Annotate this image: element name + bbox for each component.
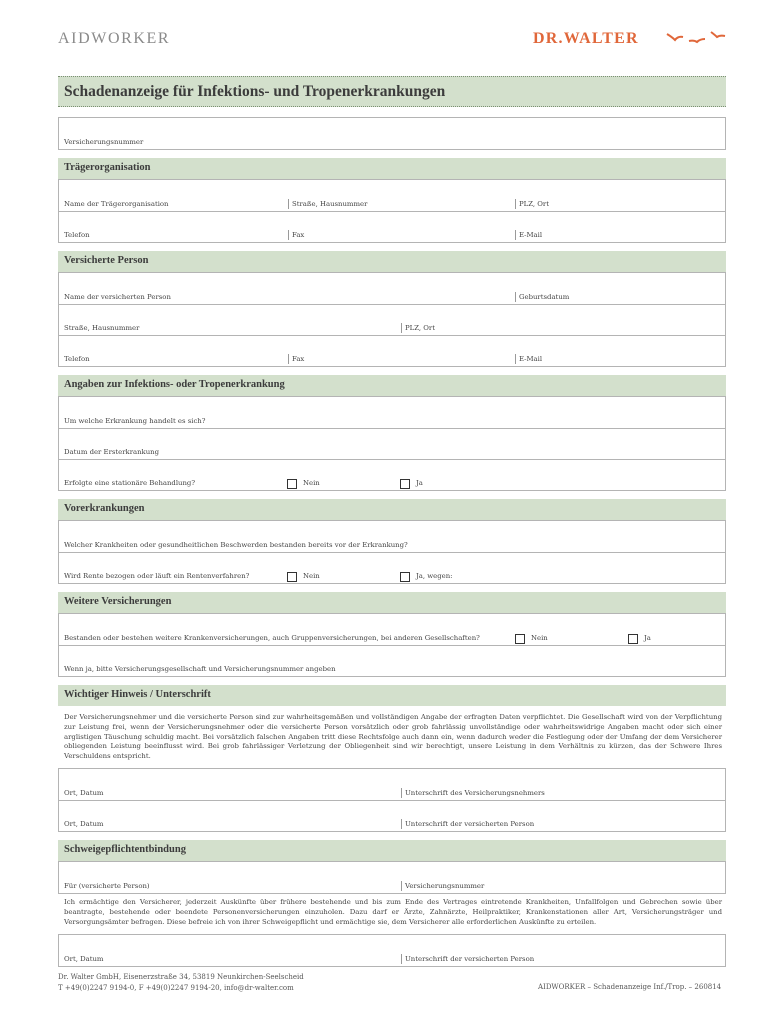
pension-yes-label: Ja, wegen: — [416, 572, 453, 580]
other-insurance-box — [58, 613, 726, 677]
person-birth-label: Geburtsdatum — [515, 292, 569, 302]
section-title: Wichtiger Hinweis / Unterschrift — [64, 689, 211, 700]
traeger-street-label: Straße, Hausnummer — [288, 199, 367, 209]
person-email-label: E-Mail — [515, 354, 542, 364]
section-header-confidentiality — [58, 840, 726, 861]
section-header-other-insurance — [58, 592, 726, 613]
other-insurance-no-checkbox[interactable] — [515, 634, 525, 644]
signature-box — [58, 768, 726, 832]
confidentiality-signature-row[interactable] — [59, 935, 725, 966]
other-insurance-no-label: Nein — [531, 634, 548, 642]
person-phone-label: Telefon — [64, 355, 90, 363]
signature-person-label: Unterschrift der versicherten Person — [401, 819, 534, 829]
footer-contact: T +49(0)2247 9194-0, F +49(0)2247 9194-20, info@dr-walter.com — [58, 984, 294, 992]
section-header-disease — [58, 375, 726, 396]
section-title: Vorerkrankungen — [64, 503, 145, 514]
signature-person-row[interactable] — [59, 800, 725, 831]
pension-yes-checkbox[interactable] — [400, 572, 410, 582]
section-header-person — [58, 251, 726, 272]
disease-inpatient-row — [59, 459, 725, 490]
prior-box — [58, 520, 726, 584]
traeger-row-1[interactable] — [59, 180, 725, 211]
person-row-2[interactable] — [59, 304, 725, 335]
dr-walter-logo: DR.WALTER — [533, 30, 639, 47]
footer-company: Dr. Walter GmbH, Eisenerzstraße 34, 53819 Neunkirchen-Seelscheid — [58, 973, 304, 981]
place-date-label: Ort, Datum — [64, 955, 104, 963]
pension-no-label: Nein — [303, 572, 320, 580]
confidentiality-signature-label: Unterschrift der versicherten Person — [401, 954, 534, 964]
traeger-row-2[interactable] — [59, 211, 725, 242]
disease-box — [58, 396, 726, 491]
birds-logo-icon — [665, 28, 727, 46]
form-title: Schadenanzeige für Infektions- und Tropenerkrankungen — [64, 83, 446, 100]
traeger-fax-label: Fax — [288, 230, 304, 240]
inpatient-no-checkbox[interactable] — [287, 479, 297, 489]
policy-number-label: Versicherungsnummer — [64, 138, 144, 146]
confidentiality-signature-box — [58, 934, 726, 967]
disease-which-label: Um welche Erkrankung handelt es sich? — [64, 417, 206, 425]
footer-address — [58, 972, 304, 994]
section-title: Trägerorganisation — [64, 162, 151, 173]
pension-question: Wird Rente bezogen oder läuft ein Rentenverfahren? — [64, 572, 250, 580]
form-title-band — [58, 76, 726, 107]
confidentiality-policy-label: Versicherungsnummer — [401, 881, 484, 891]
other-insurance-details-label: Wenn ja, bitte Versicherungsgesellschaft und Versicherungsnummer angeben — [64, 665, 336, 673]
policy-number-box — [58, 117, 726, 150]
signature-holder-label: Unterschrift des Versicherungsnehmers — [401, 788, 545, 798]
notice-text: Der Versicherungsnehmer und die versicherte Person sind zur wahrheitsgemäßen und vollständigen Angabe der erfragten Daten verpflichtet. Die Gesellschaft wird von der Verpflichtung zur Leistung frei, wenn der Versicherungsnehmer oder die versicherte Person vorsätzlich oder grob fahrlässig unvollständige oder wahrheitswidrige Angaben macht oder sich einer arglistigen Täuschung schuldig macht. Bei vorsätzlich falschen Angaben tritt diese Rechtsfolge auch dann ein, wenn dadurch weder die Festlegung oder der Umfang der dem Versicherer obliegenden Leistung beeinflusst wird. Bei grob fahrlässiger Verletzung der Obliegenheit sind wir berechtigt, unsere Leistung in dem Verhältnis zu kürzen, das der Schwere Ihres Verschuldens entspricht. — [64, 713, 722, 761]
person-street-label: Straße, Hausnummer — [64, 324, 140, 332]
person-box — [58, 272, 726, 367]
confidentiality-person-row[interactable] — [59, 862, 725, 893]
inpatient-question: Erfolgte eine stationäre Behandlung? — [64, 479, 196, 487]
traeger-name-label: Name der Trägerorganisation — [64, 200, 169, 208]
section-title: Angaben zur Infektions- oder Tropenerkrankung — [64, 379, 285, 390]
for-person-label: Für (versicherte Person) — [64, 882, 150, 890]
inpatient-yes-label: Ja — [416, 479, 423, 487]
section-title: Weitere Versicherungen — [64, 596, 172, 607]
prior-question-field[interactable] — [59, 521, 725, 552]
person-city-label: PLZ, Ort — [401, 323, 435, 333]
other-insurance-details-field[interactable] — [59, 645, 725, 676]
section-title: Schweigepflichtentbindung — [64, 844, 186, 855]
signature-holder-row[interactable] — [59, 769, 725, 800]
traeger-email-label: E-Mail — [515, 230, 542, 240]
disease-date-label: Datum der Ersterkrankung — [64, 448, 160, 456]
person-fax-label: Fax — [288, 354, 304, 364]
disease-date-field[interactable] — [59, 428, 725, 459]
person-name-label: Name der versicherten Person — [64, 293, 171, 301]
other-insurance-yes-checkbox[interactable] — [628, 634, 638, 644]
section-header-prior — [58, 499, 726, 520]
prior-question-label: Welcher Krankheiten oder gesundheitlichen Beschwerden bestanden bereits vor der Erkrankung? — [64, 541, 408, 549]
traeger-city-label: PLZ, Ort — [515, 199, 549, 209]
other-insurance-question-row — [59, 614, 725, 645]
person-row-1[interactable] — [59, 273, 725, 304]
section-header-traeger — [58, 158, 726, 179]
disease-which-field[interactable] — [59, 397, 725, 428]
policy-number-field[interactable] — [59, 118, 725, 149]
section-title: Versicherte Person — [64, 255, 149, 266]
other-insurance-question: Bestanden oder bestehen weitere Krankenversicherungen, auch Gruppenversicherungen, bei anderen Gesellschaften? — [64, 634, 480, 642]
confidentiality-text: Ich ermächtige den Versicherer, jederzeit Auskünfte über frühere bestehende und bis zum Ende des Vertrages eintretende Krankheiten, Unfallfolgen und Gebrechen sowie über beantragte, bestehende oder beendete Personenversicherungen einzuholen. Dazu darf er Ärzte, Zahnärzte, Heilpraktiker, Krankenstationen aller Art, Versicherungsträger und Versorgungsämter befragen. Diese befreie ich von ihrer Schweigepflicht und ermächtige sie, dem Versicherer alle erforderlichen Auskünfte zu erteilen. — [64, 898, 722, 926]
traeger-phone-label: Telefon — [64, 231, 90, 239]
pension-no-checkbox[interactable] — [287, 572, 297, 582]
place-date-label: Ort, Datum — [64, 789, 104, 797]
place-date-label: Ort, Datum — [64, 820, 104, 828]
other-insurance-yes-label: Ja — [644, 634, 651, 642]
aidworker-logo: AIDWORKER — [58, 30, 171, 47]
traeger-box — [58, 179, 726, 243]
inpatient-no-label: Nein — [303, 479, 320, 487]
section-header-notice — [58, 685, 726, 706]
inpatient-yes-checkbox[interactable] — [400, 479, 410, 489]
person-row-3[interactable] — [59, 335, 725, 366]
footer-form-id: AIDWORKER – Schadenanzeige Inf./Trop. – 260814 — [538, 983, 722, 991]
confidentiality-box — [58, 861, 726, 894]
pension-row — [59, 552, 725, 583]
